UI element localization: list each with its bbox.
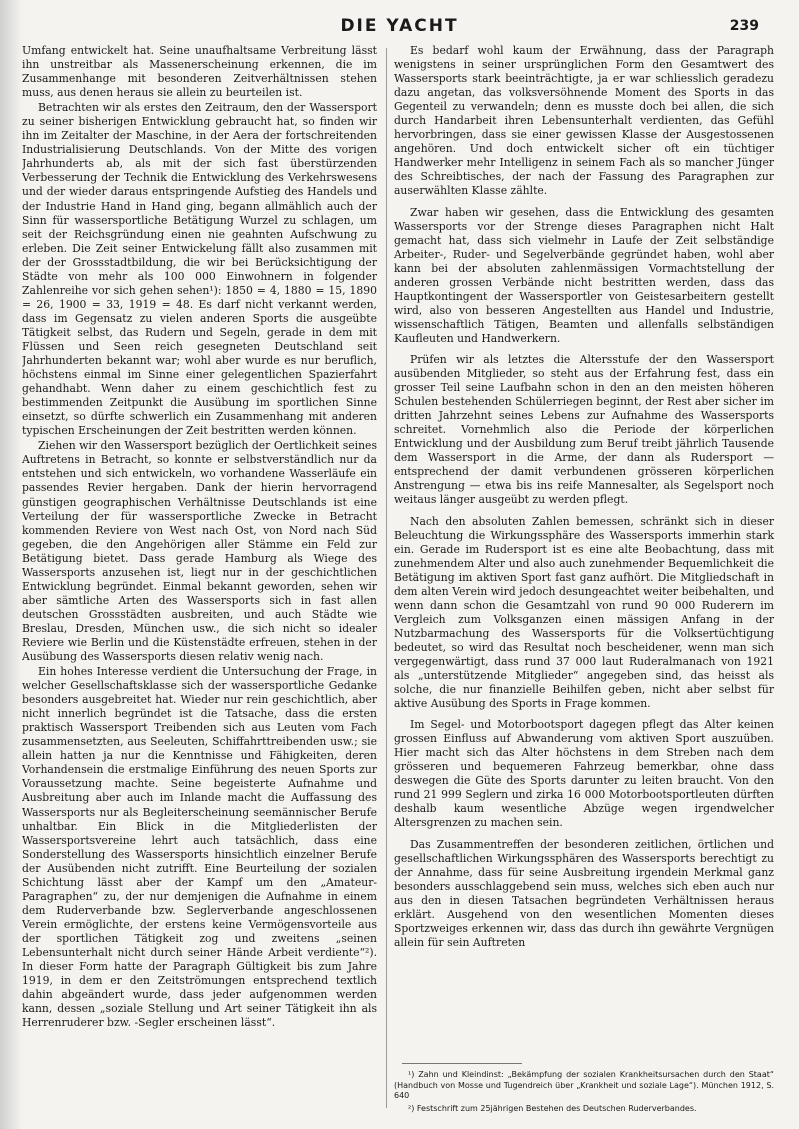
paragraph: Das Zusammentreffen der besonderen zeitlichen, örtlichen und gesellschaftlichen Wirkungssphären des Wassersports berechtigt zu der Annahme, dass für seine Ausbreitung irgendein Merkmal ganz besonders ausschlaggebend sein muss, welches sich eben auch nur aus den in diesen Tatsachen begründeten Verhältnissen heraus erklärt. Ausgehend von den wesentlichen Momenten dieses Sportzweiges erkennen wir, dass das durch ihn gewährte Vergnügen allein für sein Auftreten bbox=[394, 837, 774, 949]
paragraph: Ziehen wir den Wassersport bezüglich der Oertlichkeit seines Auftretens in Betracht, so konnte er selbstverständlich nur da entstehen und sich entwickeln, wo vorhandene Wasserläufe ein passendes Revier hergaben. Dank der hierin hervorragend günstigen geographischen Verhältnisse Deutschlands ist eine Verteilung der für wassersportliche Zwecke in Betracht kommenden Reviere von West nach Ost, von Nord nach Süd gegeben, die den Angehörigen aller Stämme ein Feld zur Betätigung bietet. Dass gerade Hamburg als Wiege des Wassersports anzusehen ist, liegt nur in der geschichtlichen Entwicklung begründet. Einmal bekannt geworden, sehen wir aber sämtliche Arten des Wassersports sich in fast allen deutschen Grossstädten ausbreiten, und auch Städte wie Breslau, Dresden, München usw., die sich nicht so idealer Reviere wie Berlin und die Küstenstädte erfreuen, stehen in der Ausübung des Wassersports diesen relativ wenig nach. bbox=[22, 439, 377, 664]
right-column bbox=[394, 44, 774, 1122]
journal-title: DIE YACHT bbox=[340, 16, 459, 36]
column-divider bbox=[386, 48, 387, 1108]
paragraph: Es bedarf wohl kaum der Erwähnung, dass der Paragraph wenigstens in seiner ursprünglichen Form den Gesamtwert des Wassersports stark beeinträchtigte, ja er war schliesslich geradezu dazu angetan, das volksversöhnende Moment des Sports in das Gegenteil zu verwandeln; denn es musste doch bei allen, die sich durch Handarbeit ihren Lebensunterhalt verdienten, das Gefühl hervorbringen, dass sie einer gewissen Klasse der Ausgestossenen angehören. Und doch entwickelt sicher oft ein tüchtiger Handwerker mehr Intelligenz in seinem Fach als so mancher Jünger des Schreibtisches, der nach der Fassung des Paragraphen zur auserwählten Klasse zählte. bbox=[394, 44, 774, 198]
footnote-rule bbox=[402, 1063, 522, 1064]
running-head bbox=[0, 14, 799, 40]
footnote: ²) Festschrift zum 25jährigen Bestehen des Deutschen Ruderverbandes. bbox=[408, 1103, 697, 1113]
paragraph: Umfang entwickelt hat. Seine unaufhaltsame Verbreitung lässt ihn unstreitbar als Massenerscheinung erkennen, die im Zusammenhange mit besonderen Zeitverhältnissen stehen muss, aus denen heraus sie allein zu beurteilen ist. bbox=[22, 44, 377, 100]
paragraph: Betrachten wir als erstes den Zeitraum, den der Wassersport zu seiner bisherigen Entwicklung gebraucht hat, so finden wir ihn im Zeitalter der Maschine, in der Aera der fortschreitenden Industrialisierung Deutschlands. Von der Mitte des vorigen Jahrhunderts ab, als mit der sich fast überstürzenden Verbesserung der Technik die Entwicklung des Verkehrswesens und der wieder daraus entspringende Aufstieg des Handels und der Industrie Hand in Hand ging, begann allmählich auch der Sinn für wassersportliche Betätigung Wurzel zu schlagen, um seit der Reichsgründung einen nie geahnten Aufschwung zu erleben. Die Zeit seiner Entwickelung fällt also zusammen mit der der Grossstadtbildung, die wir bei Berücksichtigung der Städte von mehr als 100 000 Einwohnern in folgender Zahlenreihe vor sich gehen sehen¹): 1850 = 4, 1880 = 15, 1890 = 26, 1900 = 33, 1919 = 48. Es darf nicht verkannt werden, dass im Gegensatz zu vielen anderen Sports die ausgeübte Tätigkeit selbst, das Rudern und Segeln, gerade in dem mit Flüssen und Seen reich gesegneten Deutschland seit Jahrhunderten bekannt war; wohl aber wurde es nur beruflich, höchstens einmal im Sinne einer gelegentlichen Spazierfahrt gehandhabt. Wenn daher zu einem geschichtlich fest zu bestimmenden Zeitpunkt die Ausübung im sportlichen Sinne einsetzt, so dürfte schwerlich ein Zusammenhang mit anderen typischen Erscheinungen der Zeit bestritten werden können. bbox=[22, 101, 377, 438]
paragraph: Prüfen wir als letztes die Altersstufe der den Wassersport ausübenden Mitglieder, so steht aus der Erfahrung fest, dass ein grosser Teil seine Laufbahn schon in den an den meisten höheren Schulen bestehenden Schülerriegen beginnt, der Rest aber sicher im dritten Jahrzehnt seines Lebens zur Aufnahme des Wassersports schreitet. Vornehmlich also die Periode der körperlichen Entwicklung und der Ausbildung zum Beruf treibt jährlich Tausende dem Wassersport in die Arme, der dann als Rudersport — entsprechend der damit verbundenen grösseren körperlichen Anstrengung — etwa bis ins reife Mannesalter, als Segelsport noch weitaus länger ausgeübt zu werden pflegt. bbox=[394, 352, 774, 507]
footnote: ¹) Zahn und Kleindinst: „Bekämpfung der sozialen Krankheitsursachen durch den Staat“ (Handbuch von Mosse und Tugendreich über „Krankheit und soziale Lage“). München 1912, S. 640 bbox=[394, 1070, 774, 1100]
paragraph: Nach den absoluten Zahlen bemessen, schränkt sich in dieser Beleuchtung die Wirkungssphäre des Wassersports immerhin stark ein. Gerade im Rudersport ist es eine alte Beobachtung, dass mit zunehmendem Alter und also auch zunehmender Bequemlichkeit die Betätigung im aktiven Sport fast ganz aufhört. Die Mitgliedschaft in dem alten Verein wird jedoch desungeachtet weiter beibehalten, und wenn dann schon die Gesamtzahl von rund 90 000 Ruderern im Vergleich zum Volksganzen einen mässigen Anfang in der Nutzbarmachung des Wassersports für die Volksertüchtigung bedeutet, so wird das Resultat noch bescheidener, wenn man sich vergegenwärtigt, dass rund 37 000 laut Ruderalmanach von 1921 als „unterstützende Mitglieder“ angegeben sind, das heisst als solche, die nur finanzielle Beihilfen geben, nicht aber selbst für aktive Ausübung des Sports in Frage kommen. bbox=[394, 514, 774, 711]
left-column bbox=[22, 44, 377, 1122]
footnotes bbox=[394, 1063, 774, 1116]
scan-shadow bbox=[0, 0, 22, 1129]
text-columns bbox=[22, 44, 774, 1122]
paragraph: Zwar haben wir gesehen, dass die Entwicklung des gesamten Wassersports vor der Strenge dieses Paragraphen nicht Halt gemacht hat, dass sich vielmehr in Laufe der Zeit selbständige Arbeiter-, Ruder- und Segelverbände gegründet haben, wohl aber kann bei der absoluten zahlenmässigen Vormachtstellung der anderen grossen Verbände nicht bestritten werden, dass das Hauptkontingent der Wassersportler von Geistesarbeitern gestellt wird, also von besseren Angestellten aus Handel und Industrie, wissenschaftlich Tätigen, Beamten und allenfalls selbständigen Kaufleuten und Handwerkern. bbox=[394, 205, 774, 345]
paragraph: Ein hohes Interesse verdient die Untersuchung der Frage, in welcher Gesellschaftsklasse sich der wassersportliche Gedanke besonders ausgebreitet hat. Wieder nur rein geschichtlich, aber nicht innerlich begründet ist die Tatsache, dass die ersten praktisch Wassersport Treibenden sich aus Leuten vom Fach zusammensetzten, aus Seeleuten, Schiffahrttreibenden usw.; sie allein hatten ja nur die Kenntnisse und Fähigkeiten, deren Vorhandensein die erstmalige Einführung des neuen Sports zur Voraussetzung machte. Seine begeisterte Aufnahme und Ausbreitung aber auch im Inlande macht die Auffassung des Wassersports nur als Begleiterscheinung seemännischer Berufe unhaltbar. Ein Blick in die Mitgliederlisten der Wassersportsvereine lehrt auch tatsächlich, dass eine Sonderstellung des Wassersports hinsichtlich einzelner Berufe der Ausübenden nicht zutrifft. Eine Beurteilung der sozialen Schichtung lässt aber der Kampf um den „Amateur-Paragraphen“ zu, der nur demjenigen die Aufnahme in einem dem Ruderverbande bzw. Seglerverbande angeschlossenen Verein ermöglichte, der erstens keine Vermögensvorteile aus der sportlichen Tätigkeit zog und zweitens „seinen Lebensunterhalt nicht durch seiner Hände Arbeit verdiente“²). In dieser Form hatte der Paragraph Gültigkeit bis zum Jahre 1919, in dem er den Zeitströmungen entsprechend textlich dahin abgeändert wurde, dass jeder aufgenommen werden kann, dessen „soziale Stellung und Art seiner Tätigkeit ihn als Herrenruderer bzw. -Segler erscheinen lässt“. bbox=[22, 665, 377, 1030]
paragraph: Im Segel- und Motorbootsport dagegen pflegt das Alter keinen grossen Einfluss auf Abwanderung vom aktiven Sport auszuüben. Hier macht sich das Alter höchstens in dem Streben nach dem grösseren und bequemeren Fahrzeug bemerkbar, ohne dass deswegen die Güte des Sports darunter zu leiten braucht. Von den rund 21 999 Seglern und zirka 16 000 Motorbootsportleuten dürften deshalb kaum wesentliche Abzüge wegen irgendwelcher Altersgrenzen zu machen sein. bbox=[394, 718, 774, 830]
page-number: 239 bbox=[729, 18, 759, 34]
